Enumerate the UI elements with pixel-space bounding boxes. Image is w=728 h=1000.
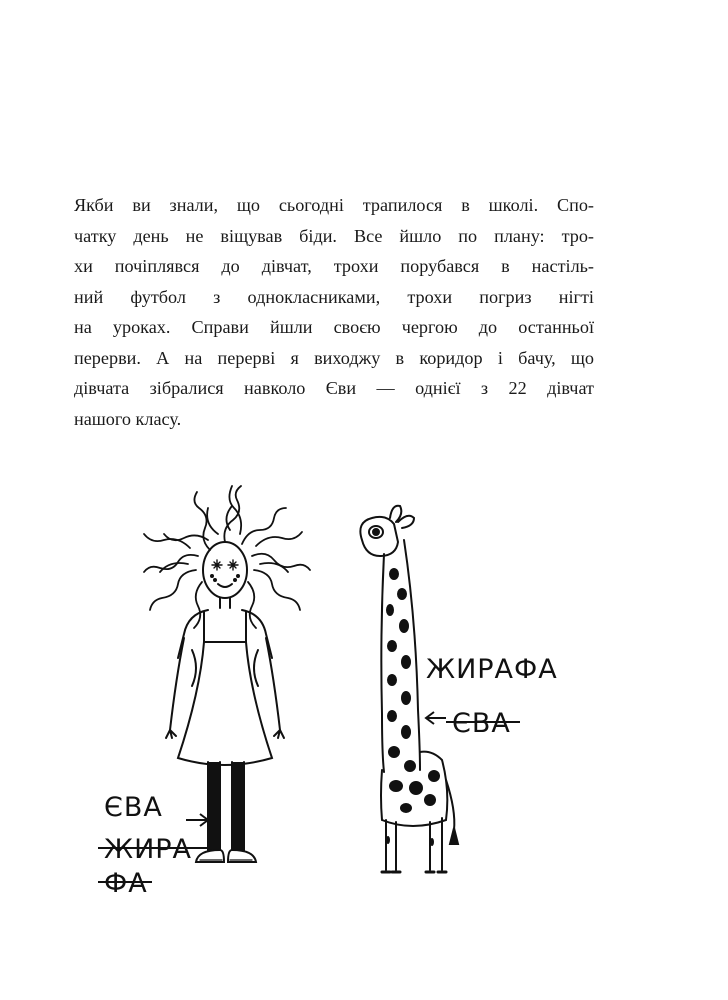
girl-right-arm	[266, 638, 280, 730]
girl-dress	[178, 612, 272, 765]
text-line: Якби ви знали, що сьогодні трапилося в школі. Спо-	[74, 195, 594, 215]
text-line: дівчата зібралися навколо Єви — однієї з 22 дівчат	[74, 378, 594, 398]
arrow-left-icon	[426, 712, 446, 724]
girl-left-leg	[208, 762, 220, 850]
text-line: на уроках. Справи йшли своєю чергою до останньої	[74, 317, 594, 337]
giraffe-neck-front	[381, 554, 384, 772]
curly-hair	[144, 486, 310, 628]
text-line: чатку день не віщував біди. Все йшло по плану: тро-	[74, 225, 594, 246]
label-fa: ФА	[104, 868, 148, 899]
girl-right-leg	[232, 762, 244, 850]
girl-mouth	[218, 584, 232, 587]
text-line: перерви. А на перерві я виходжу в коридор і бачу, що	[74, 347, 594, 368]
right-labels	[426, 654, 558, 739]
girl-eye-left	[212, 560, 222, 570]
text-line: хи почіплявся до дівчат, трохи порубався в настіль-	[74, 256, 594, 276]
girl-face	[203, 542, 247, 598]
left-labels	[98, 792, 208, 899]
girl-and-giraffe-illustration	[80, 470, 600, 910]
girl-drawing	[144, 486, 310, 862]
body-paragraph	[74, 190, 594, 434]
text-line: ний футбол з однокласниками, трохи погриз нігті	[74, 286, 594, 307]
girl-eye-right	[228, 560, 238, 570]
giraffe-drawing	[360, 506, 458, 872]
label-eva-left: ЄВА	[104, 792, 163, 823]
girl-left-arm	[170, 638, 184, 730]
label-eva-right: ЄВА	[452, 708, 511, 739]
label-zhyra: ЖИРА	[104, 834, 193, 865]
text-line: нашого класу.	[74, 408, 182, 429]
arrow-right-icon	[186, 814, 208, 826]
label-zhyrafa: ЖИРАФА	[426, 654, 558, 685]
